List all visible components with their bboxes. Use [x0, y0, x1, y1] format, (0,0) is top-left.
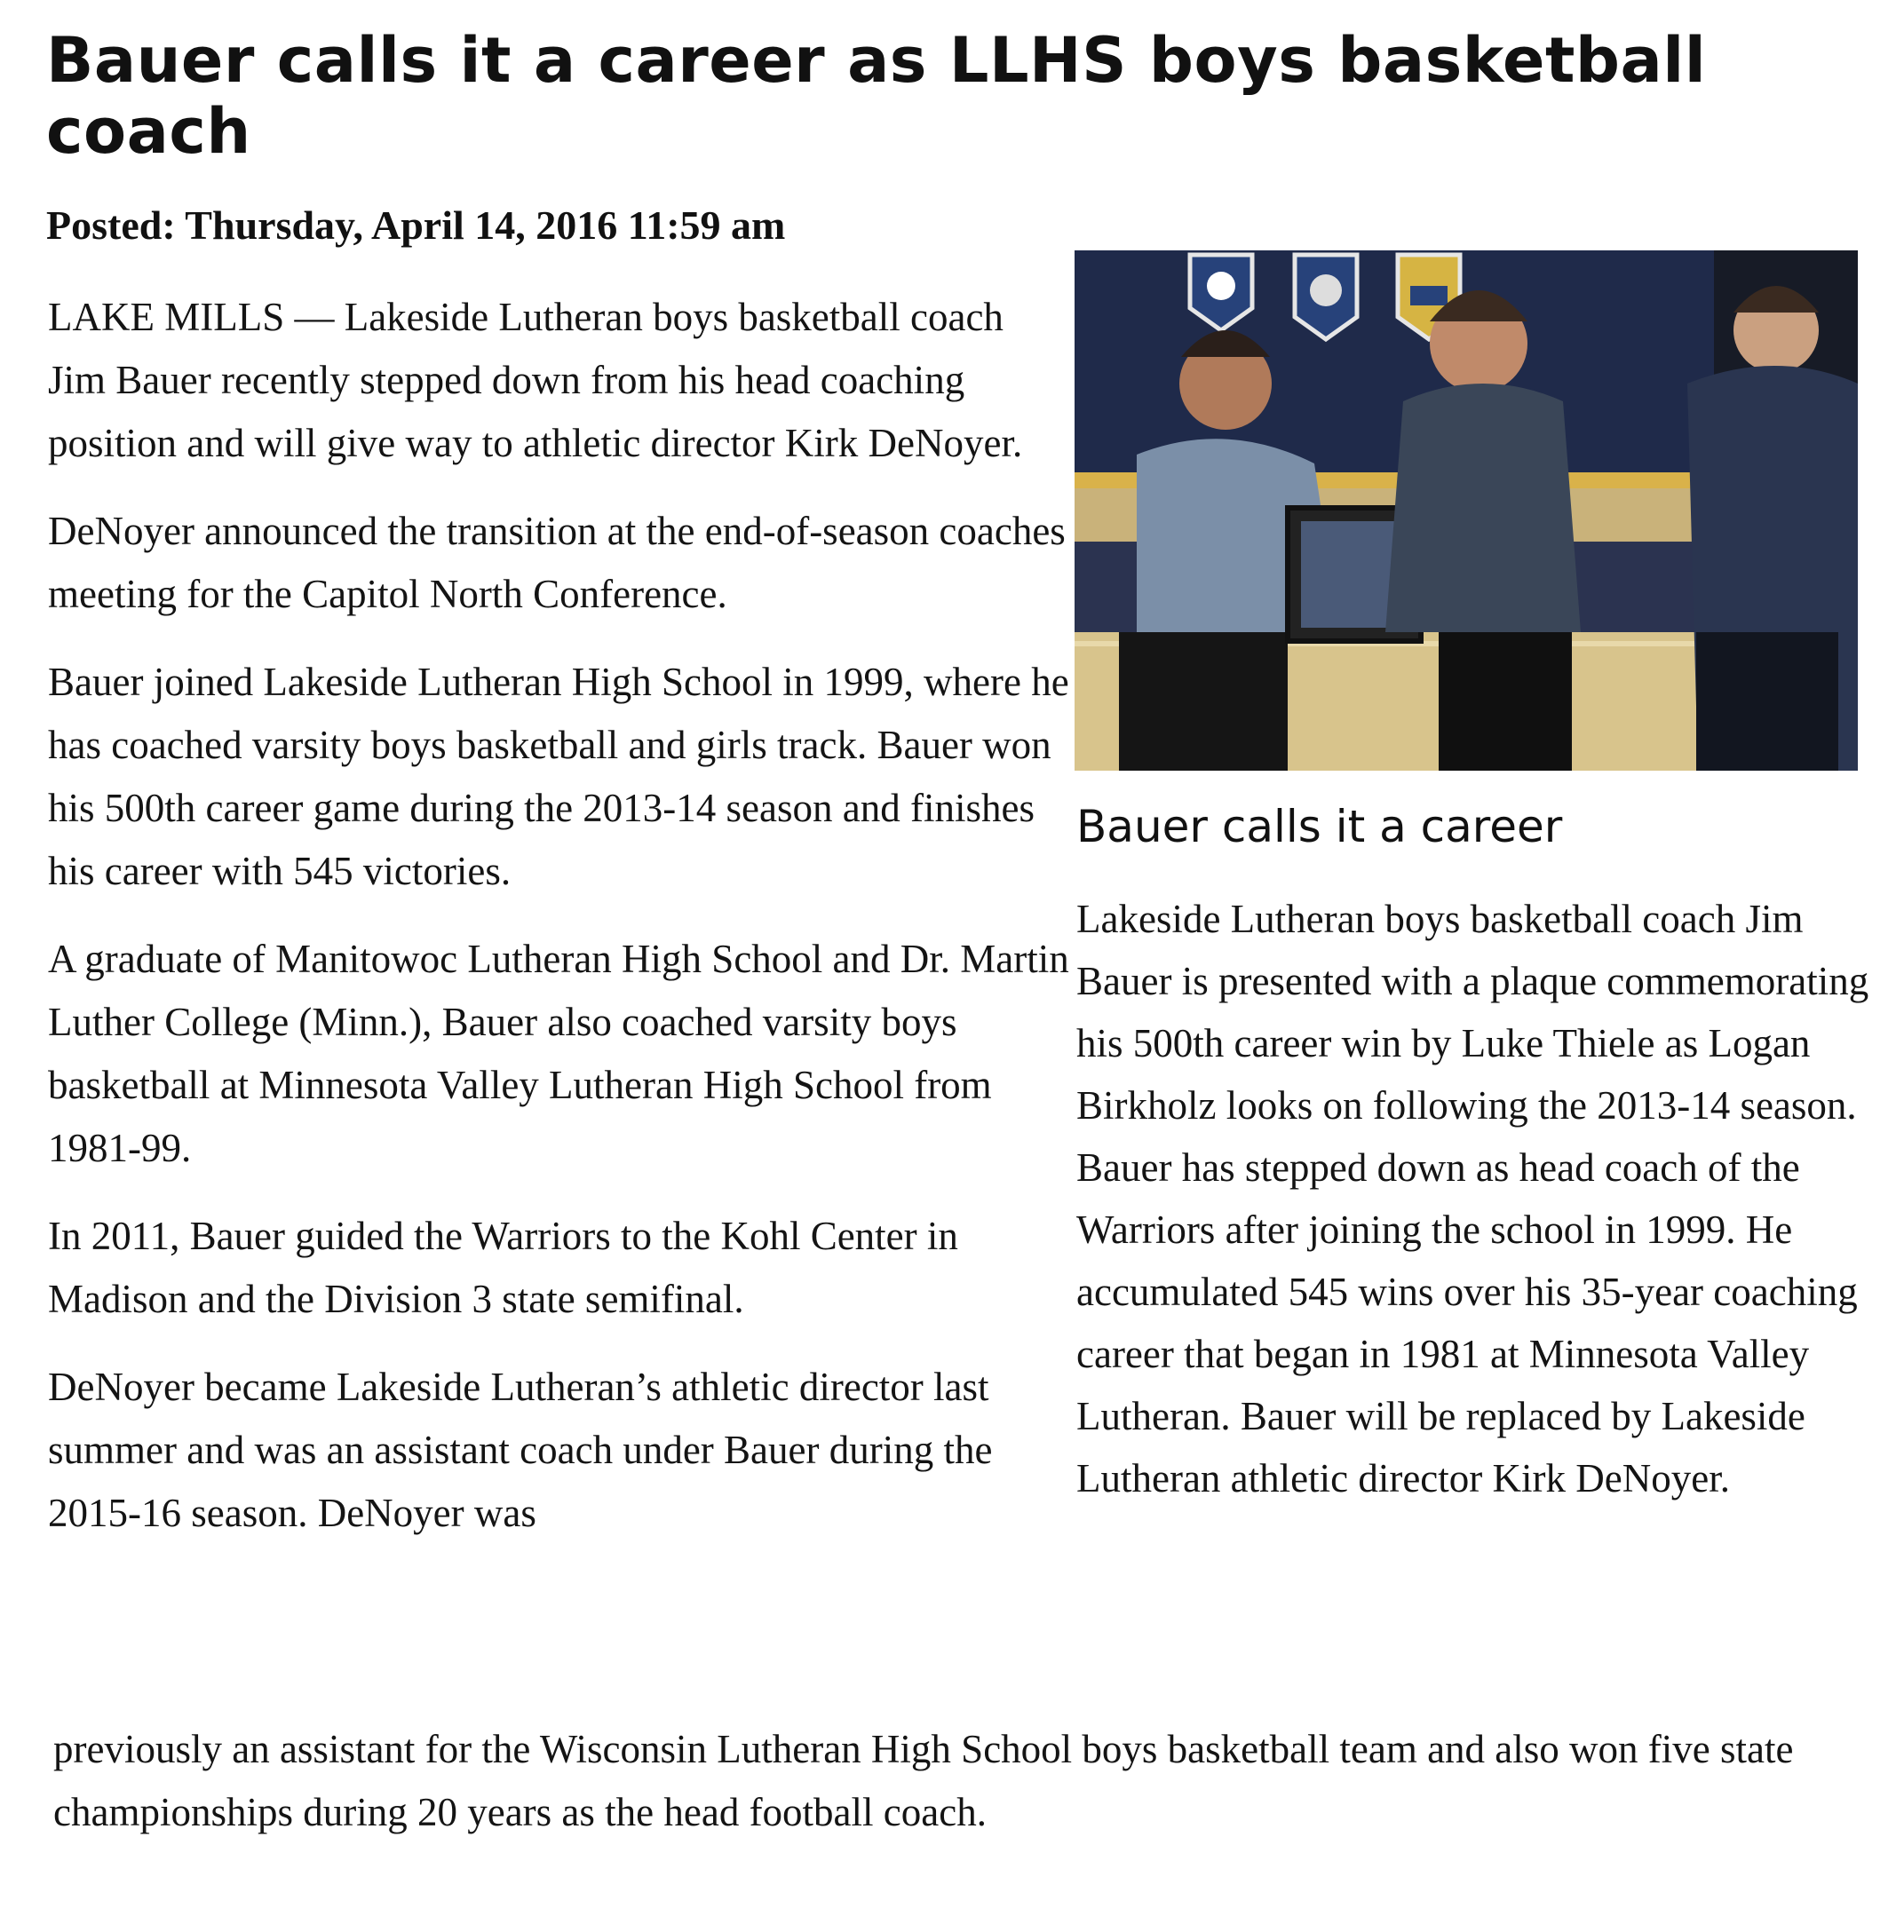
- posted-date: Posted: Thursday, April 14, 2016 11:59 am: [46, 202, 786, 248]
- article-paragraph-4: A graduate of Manitowoc Lutheran High School and Dr. Martin Luther College (Minn.), Bauer also coached varsity boys basketball at Minnesota Valley Lutheran High School from 1981-99.: [48, 937, 1069, 1170]
- article-paragraph-2: DeNoyer announced the transition at the end-of-season coaches meeting for the Capitol North Conference.: [48, 509, 1066, 616]
- article-paragraph-6-continued: previously an assistant for the Wisconsin Lutheran High School boys basketball team and also won five state championships during 20 years as the head football coach.: [53, 1727, 1794, 1834]
- photo-caption-text: Lakeside Lutheran boys basketball coach Jim Bauer is presented with a plaque commemorating his 500th career win by Luke Thiele as Logan Birkholz looks on following the 2013-14 season. Bauer has stepped down as head coach of the Warriors after joining the school in 1999. He accumulated 545 wins over his 35-year coaching career that began in 1981 at Minnesota Valley Lutheran. Bauer will be replaced by Lakeside Lutheran athletic director Kirk DeNoyer.: [1076, 897, 1869, 1500]
- article-paragraph-6: DeNoyer became Lakeside Lutheran’s athletic director last summer and was an assistant coach under Bauer during the 2015-16 season. DeNoyer was: [48, 1365, 993, 1535]
- article-headline: Bauer calls it a career as LLHS boys basketball coach: [46, 24, 1707, 168]
- article-paragraph-5: In 2011, Bauer guided the Warriors to the Kohl Center in Madison and the Division 3 state semifinal.: [48, 1214, 958, 1321]
- article-photo: [1075, 250, 1858, 771]
- article-paragraph-3: Bauer joined Lakeside Lutheran High School in 1999, where he has coached varsity boys basketball and girls track. Bauer won his 500th career game during the 2013-14 season and finishes his career with 545 victories.: [48, 660, 1069, 893]
- article-paragraph-1: LAKE MILLS — Lakeside Lutheran boys basketball coach Jim Bauer recently stepped down from his head coaching position and will give way to athletic director Kirk DeNoyer.: [48, 295, 1023, 465]
- article-body: [48, 286, 1069, 1570]
- photo-caption-title: Bauer calls it a career: [1076, 801, 1563, 852]
